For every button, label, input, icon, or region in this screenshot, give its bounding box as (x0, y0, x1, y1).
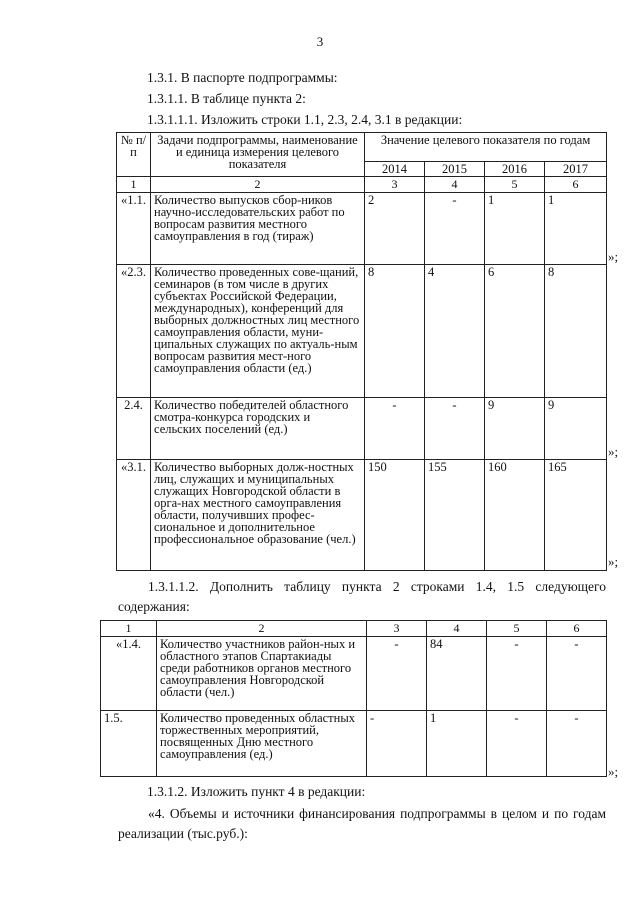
table-row (117, 265, 607, 398)
closing-quote-row-3-1: »; (608, 554, 619, 569)
row-value: 2 (365, 193, 425, 265)
row-value: - (425, 398, 485, 460)
row-description: Количество победителей областного смотра-конкурса городских и сельских поселений (ед.) (151, 398, 365, 460)
col-index: 2 (151, 177, 365, 193)
closing-quote-table-2: »; (608, 764, 619, 779)
column-index-row (117, 177, 607, 193)
table-row (101, 637, 607, 711)
row-value: 9 (485, 398, 545, 460)
row-number: «3.1. (117, 460, 151, 571)
row-description: Количество выпусков сбор-ников научно-исследовательских работ по вопросам развития местного самоуправления в год (тираж) (151, 193, 365, 265)
row-description: Количество выборных долж-ностных лиц, служащих и муниципальных служащих Новгородской области в орга-нах местного самоуправления области, получивших профес-сиональное и дополнительное профессиональное образование (чел.) (151, 460, 365, 571)
table-row (101, 711, 607, 777)
header-value: Значение целевого показателя по годам (365, 133, 607, 162)
row-value: 1 (427, 711, 487, 777)
row-description: Количество проведенных сове-щаний, семинаров (в том числе в других субъектах Российской Федерации, международных), конференций для выборных должностных лиц местного самоуправления области, муни-ципальных служащих по актуаль-ным вопросам развития мест-ного самоуправления области (ед.) (151, 265, 365, 398)
row-value: 160 (485, 460, 545, 571)
table-header-row (117, 133, 607, 162)
row-value: 155 (425, 460, 485, 571)
year-2016: 2016 (485, 162, 545, 177)
col-index: 5 (487, 621, 547, 637)
header-task: Задачи подпрограммы, наименование и единица измерения целевого показателя (151, 133, 365, 177)
col-index: 1 (117, 177, 151, 193)
indicators-table (116, 132, 607, 571)
table-row (117, 193, 607, 265)
row-value: - (367, 711, 427, 777)
row-value: 6 (485, 265, 545, 398)
col-index: 6 (547, 621, 607, 637)
col-index: 4 (427, 621, 487, 637)
column-index-row (101, 621, 607, 637)
header-num: № п/п (117, 133, 151, 177)
section-heading-1-3-1-1: 1.3.1.1. В таблице пункта 2: (147, 91, 306, 106)
section-heading-1-3-1-1-1: 1.3.1.1.1. Изложить строки 1.1, 2.3, 2.4, 3.1 в редакции: (147, 112, 463, 127)
row-value: - (487, 637, 547, 711)
section-heading-1-3-1-2: 1.3.1.2. Изложить пункт 4 в редакции: (147, 784, 366, 799)
row-value: 165 (545, 460, 607, 571)
row-value: 8 (545, 265, 607, 398)
row-value: - (547, 711, 607, 777)
table-row (117, 398, 607, 460)
row-value: - (547, 637, 607, 711)
col-index: 1 (101, 621, 157, 637)
row-value: 8 (365, 265, 425, 398)
col-index: 3 (367, 621, 427, 637)
row-value: 84 (427, 637, 487, 711)
row-description: Количество проведенных областных торжественных мероприятий, посвященных Дню местного самоуправления (ед.) (157, 711, 367, 777)
row-number: 2.4. (117, 398, 151, 460)
row-value: 4 (425, 265, 485, 398)
row-value: 9 (545, 398, 607, 460)
row-number: «1.4. (101, 637, 157, 711)
row-number: 1.5. (101, 711, 157, 777)
page-number: 3 (316, 34, 324, 49)
row-value: - (487, 711, 547, 777)
col-index: 3 (365, 177, 425, 193)
row-value: - (425, 193, 485, 265)
row-description: Количество участников район-ных и областного этапов Спартакиады среди работников органов местного самоуправления Новгородской области (чел.) (157, 637, 367, 711)
row-value: - (365, 398, 425, 460)
row-number: «1.1. (117, 193, 151, 265)
col-index: 5 (485, 177, 545, 193)
paragraph-financing: «4. Объемы и источники финансирования подпрограммы в целом и по годам реализации (тыс.руб.): (118, 806, 606, 841)
year-2017: 2017 (545, 162, 607, 177)
section-heading-1-3-1: 1.3.1. В паспорте подпрограммы: (147, 70, 338, 85)
table-row (117, 460, 607, 571)
row-value: 1 (485, 193, 545, 265)
additional-rows-table (100, 620, 607, 777)
col-index: 2 (157, 621, 367, 637)
year-2014: 2014 (365, 162, 425, 177)
year-2015: 2015 (425, 162, 485, 177)
col-index: 4 (425, 177, 485, 193)
row-value: 1 (545, 193, 607, 265)
closing-quote-row-1-1: »; (608, 249, 619, 264)
paragraph-add-rows: 1.3.1.1.2. Дополнить таблицу пункта 2 строками 1.4, 1.5 следующего содержания: (118, 579, 606, 614)
closing-quote-row-2-4: »; (608, 444, 619, 459)
col-index: 6 (545, 177, 607, 193)
row-value: - (367, 637, 427, 711)
row-number: «2.3. (117, 265, 151, 398)
row-value: 150 (365, 460, 425, 571)
